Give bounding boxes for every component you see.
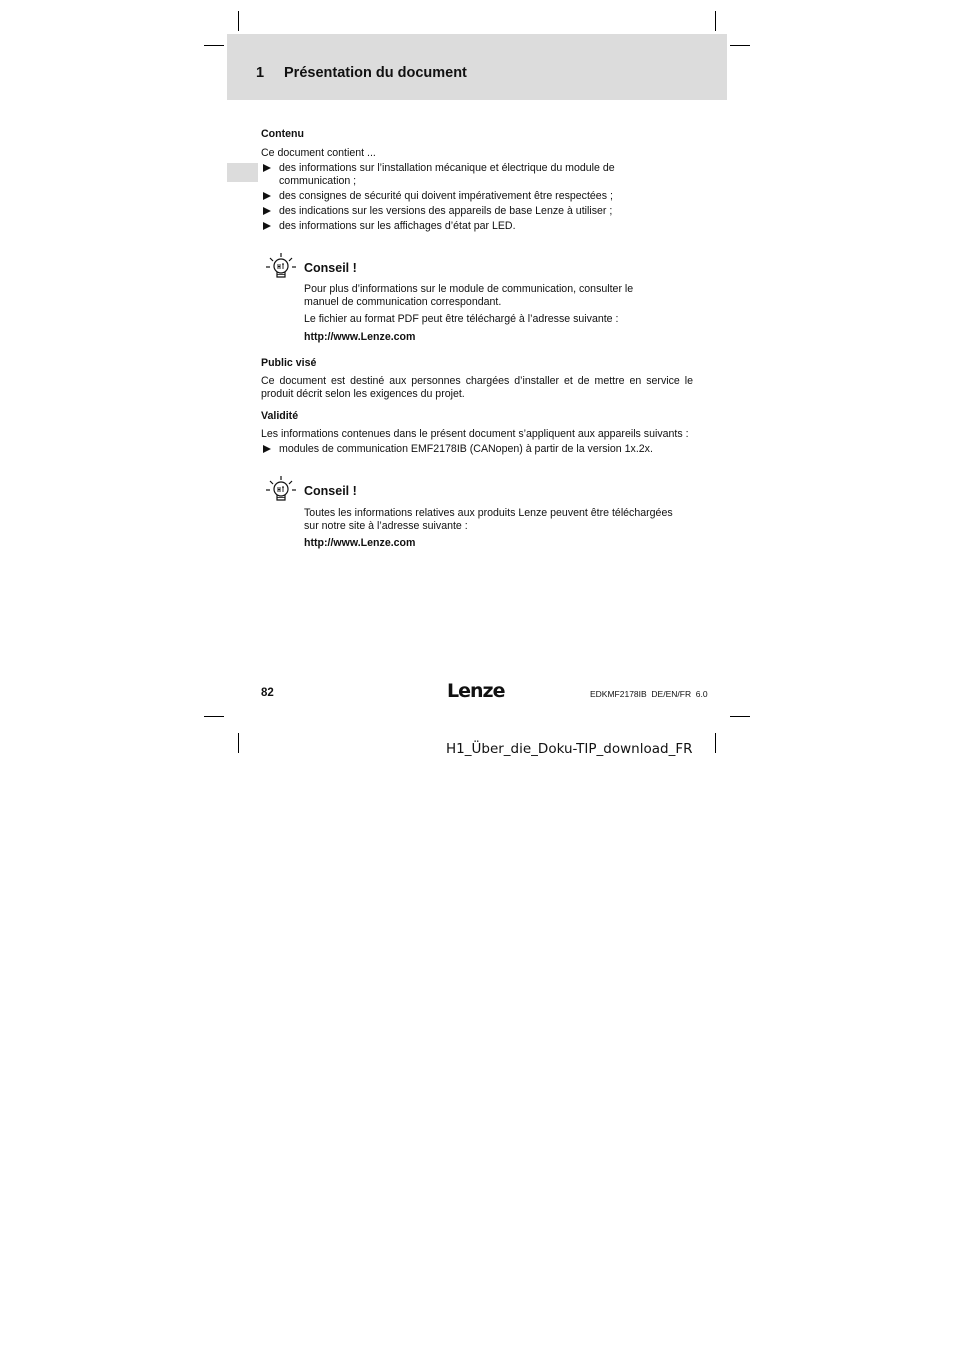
lenze-logo: Lenze <box>447 680 505 702</box>
bullet-arrow-icon <box>263 192 271 200</box>
chapter-number: 1 <box>256 65 265 81</box>
validite-intro: Les informations contenues dans le présent document s’appliquent aux appareils suivants : <box>261 428 689 440</box>
tip-text: Pour plus d’informations sur le module de communication, consulter le <box>304 283 634 295</box>
crop-mark <box>730 45 750 46</box>
public-heading: Public visé <box>261 357 317 369</box>
list-item: des indications sur les versions des appareils de base Lenze à utiliser ; <box>279 205 613 217</box>
tip-text: Le fichier au format PDF peut être téléchargé à l’adresse suivante : <box>304 313 619 325</box>
bullet-arrow-icon <box>263 164 271 172</box>
tip-text: Toutes les informations relatives aux produits Lenze peuvent être téléchargées <box>304 507 673 519</box>
crop-mark <box>715 11 716 31</box>
crop-mark <box>238 11 239 31</box>
file-name-label: H1_Über_die_Doku-TIP_download_FR <box>446 741 693 757</box>
crop-mark <box>204 716 224 717</box>
list-item-continuation: communication ; <box>279 175 357 187</box>
tip-text: sur notre site à l’adresse suivante : <box>304 520 468 532</box>
list-item: des consignes de sécurité qui doivent impérativement être respectées ; <box>279 190 613 202</box>
list-item: des informations sur l’installation mécanique et électrique du module de <box>279 162 615 174</box>
crop-mark <box>730 716 750 717</box>
bullet-arrow-icon <box>263 207 271 215</box>
tip-text: manuel de communication correspondant. <box>304 296 502 308</box>
page-number: 82 <box>261 687 274 699</box>
crop-mark <box>715 733 716 753</box>
lightbulb-tip-icon <box>265 252 297 282</box>
bullet-arrow-icon <box>263 445 271 453</box>
side-tab-marker <box>227 163 258 182</box>
tip-title: Conseil ! <box>304 484 357 498</box>
contenu-heading: Contenu <box>261 128 304 140</box>
document-id: EDKMF2178IB DE/EN/FR 6.0 <box>590 689 708 699</box>
chapter-title: Présentation du document <box>284 65 467 81</box>
list-item: modules de communication EMF2178IB (CANopen) à partir de la version 1x.2x. <box>279 443 653 455</box>
bullet-arrow-icon <box>263 222 271 230</box>
public-text: Ce document est destiné aux personnes chargées d’installer et de mettre en service le produit décrit selon les exigences du projet. <box>261 375 693 400</box>
lenze-url-link[interactable]: http://www.Lenze.com <box>304 331 416 343</box>
validite-heading: Validité <box>261 410 299 422</box>
contenu-intro: Ce document contient ... <box>261 147 376 159</box>
crop-mark <box>238 733 239 753</box>
lenze-url-link[interactable]: http://www.Lenze.com <box>304 537 416 549</box>
list-item: des informations sur les affichages d’état par LED. <box>279 220 516 232</box>
tip-title: Conseil ! <box>304 261 357 275</box>
crop-mark <box>204 45 224 46</box>
lightbulb-tip-icon <box>265 475 297 505</box>
